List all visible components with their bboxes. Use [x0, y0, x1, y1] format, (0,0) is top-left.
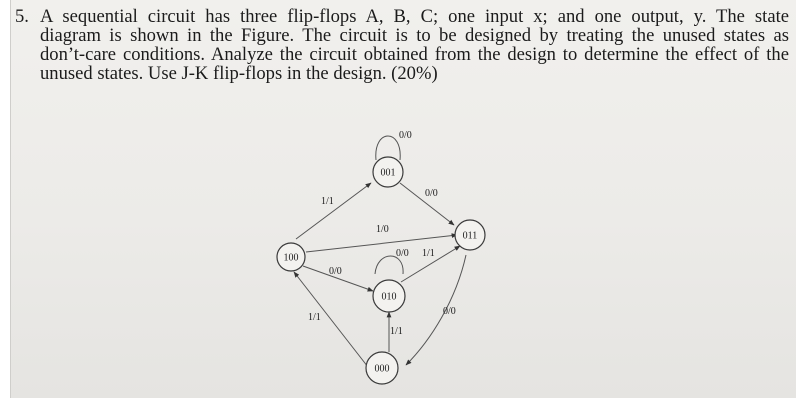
problem-line-1: A sequential circuit has three flip-flops A, B, C; one input x; and one output, y. The state [40, 6, 789, 27]
problem-sheet [10, 0, 796, 398]
problem-line-3: don’t-care conditions. Analyze the circuit obtained from the design to determine the effect of the [40, 44, 789, 65]
label-011-100: 1/0 [376, 224, 389, 235]
state-label-011: 011 [462, 230, 478, 242]
label-loop-010: 0/0 [396, 248, 409, 259]
label-010-011: 1/1 [422, 248, 435, 259]
problem-line-4: unused states. Use J-K flip-flops in the design. (20%) [40, 63, 438, 84]
state-011 [455, 220, 485, 250]
label-001-011: 0/0 [425, 188, 438, 199]
problem-number: 5. [15, 6, 29, 27]
state-diagram [11, 0, 796, 398]
problem-line-2: diagram is shown in the Figure. The circuit is to be designed by treating the unused states as [40, 25, 789, 46]
state-010 [373, 280, 405, 312]
state-001 [373, 157, 403, 187]
state-label-001: 001 [380, 167, 396, 179]
label-100-010: 0/0 [329, 266, 342, 277]
state-label-010: 010 [381, 291, 397, 303]
label-011-000: 0/0 [443, 306, 456, 317]
state-100 [277, 243, 305, 271]
state-000 [366, 352, 398, 384]
label-000-010: 1/1 [390, 326, 403, 337]
label-000-100: 1/1 [308, 312, 321, 323]
label-loop-001: 0/0 [399, 130, 412, 141]
edge-011-000 [406, 255, 466, 365]
label-100-001: 1/1 [321, 196, 334, 207]
state-label-100: 100 [283, 252, 299, 264]
edge-000-100 [294, 272, 368, 367]
edge-100-001 [296, 183, 371, 239]
edge-loop-001 [376, 136, 400, 160]
state-label-000: 000 [374, 363, 390, 375]
